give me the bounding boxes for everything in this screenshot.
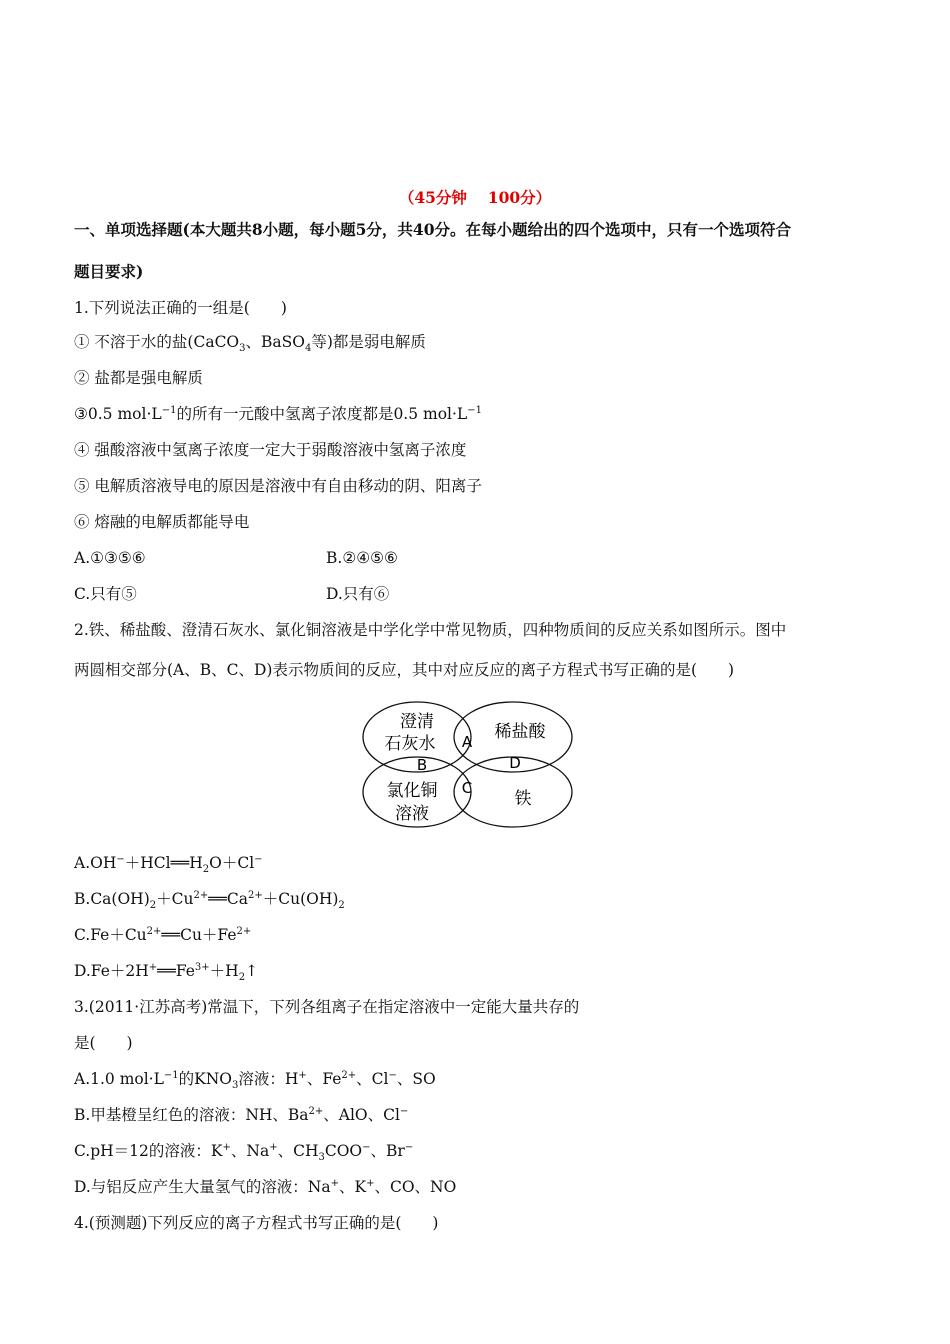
venn-diagram: [360, 700, 580, 832]
q2-stem-line2: 两圆相交部分(A、B、C、D)表示物质间的反应，其中对应反应的离子方程式书写正确的是( ): [74, 661, 735, 679]
q1-statement-3: ③0.5 $mol\cdot L^{-1}$的所有一元酸中氢离子浓度都是0.5 $mol\cdot L^{-1}$: [74, 404, 482, 423]
q1-statement-5: ⑤ 电解质溶液导电的原因是溶液中有自由移动的阴、阳离子: [74, 477, 482, 495]
q1-option-c: C.只有⑤: [74, 585, 137, 603]
q1-stem: 1.下列说法正确的一组是( ): [74, 299, 287, 317]
label-limewater-1: 澄清: [400, 712, 434, 732]
q1-statement-2: ② 盐都是强电解质: [74, 369, 203, 387]
label-copper-chloride-1: 氯化铜: [386, 781, 438, 801]
time-score-header: （45分钟 100分）: [398, 188, 552, 207]
q3-option-b: B.甲基橙呈红色的溶液：NH、$Ba^{2+}$、AlO、Cl−: [74, 1105, 409, 1124]
q1-option-d: D.只有⑥: [326, 585, 390, 603]
section-title-line1: 一、单项选择题(本大题共8小题，每小题5分，共40分。在每小题给出的四个选项中，只有一个选项符合: [74, 220, 791, 239]
label-region-c: C: [461, 779, 473, 797]
label-region-d: D: [509, 754, 521, 772]
q1-statement-4: ④ 强酸溶液中氢离子浓度一定大于弱酸溶液中氢离子浓度: [74, 441, 467, 459]
label-region-b: B: [416, 756, 428, 774]
label-iron: 铁: [514, 789, 532, 809]
q3-option-c: C.pH＝12的溶液：K+、Na+、$CH_3COO^-$、Br−: [74, 1141, 414, 1164]
label-hydrochloric-acid: 稀盐酸: [494, 722, 546, 742]
q1-statement-6: ⑥ 熔融的电解质都能导电: [74, 513, 250, 531]
section-title-line2: 题目要求): [74, 262, 144, 281]
q2-option-d: $D.Fe+2H^+══Fe^{3+}+H_2↑$: [74, 961, 259, 984]
q3-stem-line1: 3.(2011·江苏高考)常温下，下列各组离子在指定溶液中一定能大量共存的: [74, 998, 580, 1016]
q1-option-b: B.②④⑤⑥: [326, 549, 398, 567]
q2-stem-line1: 2.铁、稀盐酸、澄清石灰水、氯化铜溶液是中学化学中常见物质，四种物质间的反应关系如图所示。图中: [74, 621, 787, 639]
q2-option-c: $C.Fe+Cu^{2+}══Cu+Fe^{2+}$: [74, 925, 252, 944]
q1-statement-1: ① 不溶于水的盐(CaCO$_3$、BaSO$_4$等)都是弱电解质: [74, 333, 426, 355]
q1-option-a: A.①③⑤⑥: [74, 549, 146, 567]
q4-stem: 4.(预测题)下列反应的离子方程式书写正确的是( ): [74, 1214, 439, 1232]
q3-option-a: A.1.0 $mol\cdot L^{-1}$的$KNO_3$溶液：H+、$Fe^{2+}$、Cl−、SO: [74, 1069, 436, 1092]
q2-option-a: $A.OH^-+HCl══H_2O+Cl^-$: [74, 853, 263, 876]
label-region-a: A: [461, 733, 473, 751]
q3-option-d: D.与铝反应产生大量氢气的溶液：Na+、K+、CO、NO: [74, 1177, 457, 1196]
q3-stem-line2: 是( ): [74, 1034, 133, 1052]
label-copper-chloride-2: 溶液: [395, 804, 429, 824]
q2-option-b: $B.Ca(OH)_2+Cu^{2+}══Ca^{2+}+Cu(OH)_2$: [74, 889, 345, 912]
label-limewater-2: 石灰水: [384, 734, 436, 754]
